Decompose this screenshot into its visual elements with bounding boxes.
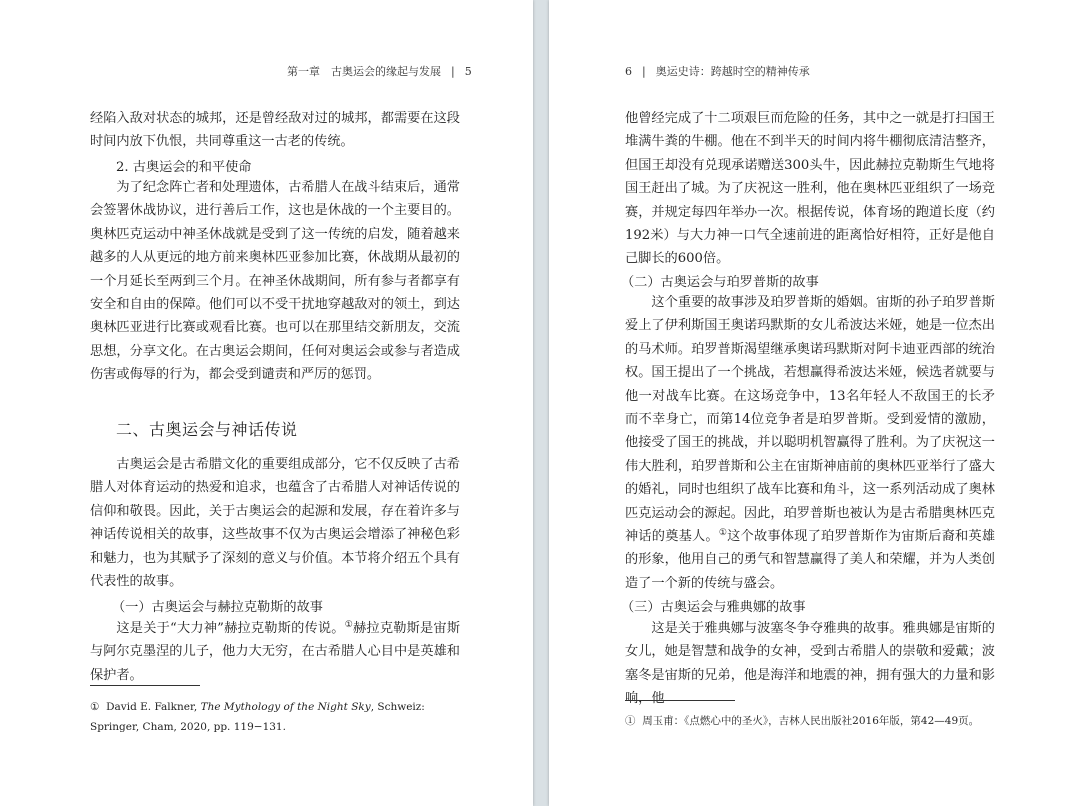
subheading-pelops: （二）古奥运会与珀罗普斯的故事 <box>621 275 819 290</box>
right-page <box>549 0 1083 806</box>
paragraph-text: 这是关于“大力神”赫拉克勒斯的传说。 <box>116 621 345 636</box>
paragraph: 经陷入敌对状态的城邦，还是曾经敌对过的城邦，都需要在这段时间内放下仇恨，共同尊重这一古老的传统。 <box>90 111 460 150</box>
section-heading: 二、古奥运会与神话传说 <box>116 420 298 439</box>
footnote <box>90 697 462 737</box>
paragraph: 这是关于雅典娜与波塞冬争夺雅典的故事。雅典娜是宙斯的女儿，她是智慧和战争的女神，受到古希腊人的崇敬和爱戴；波塞冬是宙斯的兄弟，他是海洋和地震的神，拥有强大的力量和影响，他 <box>625 621 995 707</box>
footnote-divider <box>90 685 200 686</box>
footnote <box>625 711 997 731</box>
footnote-text: 周玉甫：《点燃心中的圣火》，吉林人民出版社2016年版，第42—49页。 <box>642 715 980 727</box>
footnote-reference[interactable]: ① <box>344 620 354 630</box>
paragraph <box>90 617 460 687</box>
page-header <box>625 63 810 79</box>
subheading-athena: （三）古奥运会与雅典娜的故事 <box>621 600 806 615</box>
header-separator: | <box>451 65 455 78</box>
header-separator: | <box>642 65 646 78</box>
footnote-mark: ① <box>625 715 636 727</box>
subheading-heracles: （一）古奥运会与赫拉克勒斯的故事 <box>112 600 323 615</box>
book-title: 奥运史诗：跨越时空的精神传承 <box>655 65 810 78</box>
footnote-reference[interactable]: ① <box>718 528 728 539</box>
footnote-details: , Schweiz: Springer, Cham, 2020, pp. 119−131. <box>90 701 425 733</box>
page-header <box>287 63 472 79</box>
paragraph-text: 赫拉克勒斯是宙斯与阿尔克墨涅的儿子，他力大无穷，在古希腊人心目中是英雄和保护者。 <box>90 621 461 683</box>
paragraph-text: 这个故事体现了珀罗普斯作为宙斯后裔和英雄的形象，他用自己的勇气和智慧赢得了美人和荣耀，并为人类创造了一个新的传统与盛会。 <box>625 529 996 591</box>
footnote-book-title: The Mythology of the Night Sky <box>200 701 371 713</box>
page-number: 6 <box>625 65 632 78</box>
left-page <box>0 0 533 806</box>
paragraph: 他曾经完成了十二项艰巨而危险的任务，其中之一就是打扫国王堆满牛粪的牛棚。他在不到半天的时间内将牛棚彻底清洁整齐，但国王却没有兑现承诺赠送300头牛，因此赫拉克勒斯生气地将国王赶出了城。为了庆祝这一胜利，他在奥林匹亚组织了一场竞赛，并规定每四年举办一次。根据传说，体育场的跑道长度（约192米）与大力神一口气全速前进的距离恰好相符，正好是他自己脚长的600倍。 <box>625 111 995 267</box>
paragraph-text: 这个重要的故事涉及珀罗普斯的婚姻。宙斯的孙子珀罗普斯爱上了伊利斯国王奥诺玛默斯的女儿希波达米娅，她是一位杰出的马术师。珀罗普斯渴望继承奥诺玛默斯对阿卡迪亚西部的统治权。国王提出了一个挑战，若想赢得希波达米娅，候选者就要与他一对战车比赛。在这场竞争中，13名年轻人不敌国王的长矛而不幸身亡，而第14位竞争者是珀罗普斯。受到爱情的激励，他接受了国王的挑战，并以聪明机智赢得了胜利。为了庆祝这一伟大胜利，珀罗普斯和公主在宙斯神庙前的奥林匹亚举行了盛大的婚礼，同时也组织了战车比赛和角斗，这一系列活动成了奥林匹克运动会的源起。因此，珀罗普斯也被认为是古希腊奥林匹克神话的奠基人。 <box>625 295 995 545</box>
footnote-divider <box>625 700 735 701</box>
footnote-mark: ① <box>90 701 100 713</box>
footnote-author: David E. Falkner, <box>106 701 201 713</box>
page-number: 5 <box>464 65 472 78</box>
paragraph: 为了纪念阵亡者和处理遗体，古希腊人在战斗结束后，通常会签署休战协议，进行善后工作，这也是休战的一个主要目的。奥林匹克运动中神圣休战就是受到了这一传统的启发，随着越来越多的人从更远的地方前来奥林匹亚参加比赛，休战期从最初的一个月延长至两到三个月。在神圣休战期间，所有参与者都享有安全和自由的保障。他们可以不受干扰地穿越敌对的领土，到达奥林匹亚进行比赛或观看比赛。也可以在那里结交新朋友，交流思想，分享文化。在古奥运会期间，任何对奥运会或参与者造成伤害或侮辱的行为，都会受到谴责和严厉的惩罚。 <box>90 180 460 383</box>
paragraph: 古奥运会是古希腊文化的重要组成部分，它不仅反映了古希腊人对体育运动的热爱和追求，也蕴含了古希腊人对神话传说的信仰和敬畏。因此，关于古奥运会的起源和发展，存在着许多与神话传说相关的故事，这些故事不仅为古奥运会增添了神秘色彩和魅力，也为其赋予了深刻的意义与价值。本节将介绍五个具有代表性的故事。 <box>90 457 460 590</box>
subheading-peace-mission: 2. 古奥运会的和平使命 <box>116 160 252 175</box>
paragraph <box>625 291 995 595</box>
chapter-title: 第一章 古奥运会的缘起与发展 <box>287 65 441 78</box>
